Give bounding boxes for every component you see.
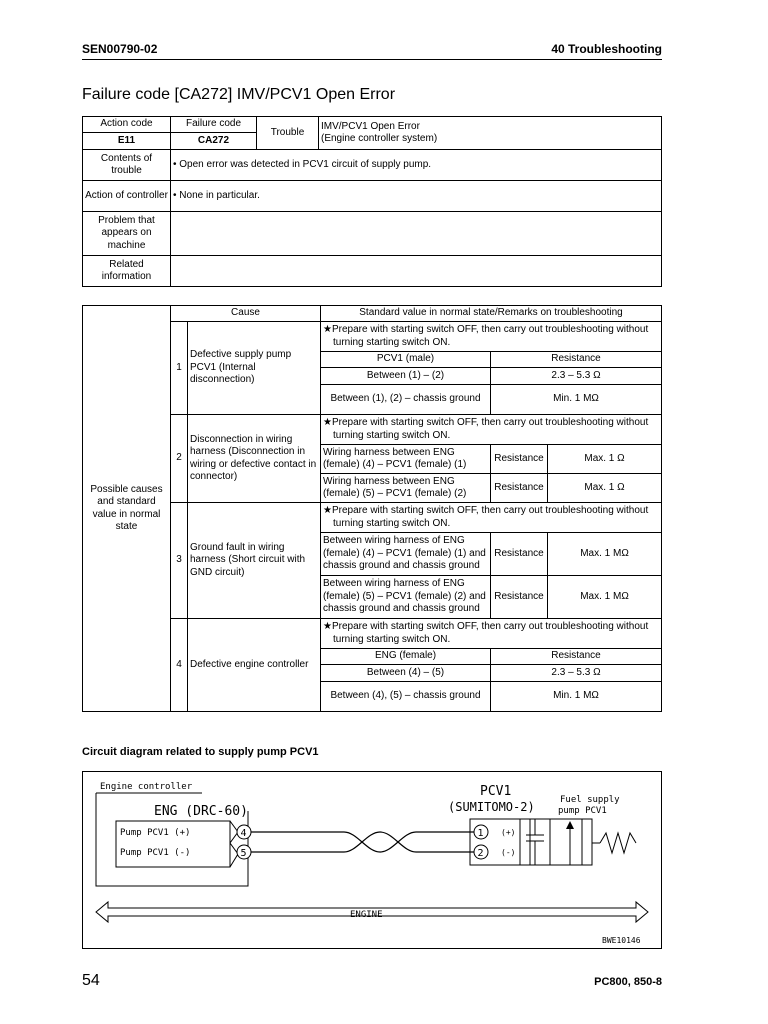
measure-value: Max. 1 Ω (548, 474, 662, 503)
prep-note: ★Prepare with starting switch OFF, then carry out troubleshooting without turning starting switch ON. (321, 415, 662, 445)
section-title: 40 Troubleshooting (551, 42, 662, 56)
measure-between: Between (1), (2) – chassis ground (321, 385, 491, 415)
trouble-description: IMV/PCV1 Open Error (Engine controller system) (319, 117, 662, 150)
measure-head-right: Resistance (491, 649, 662, 665)
measure-between: Between (4) – (5) (321, 665, 491, 682)
pcv-minus-label: (-) (501, 848, 516, 857)
measure-between: Between (4), (5) – chassis ground (321, 682, 491, 712)
page-title: Failure code [CA272] IMV/PCV1 Open Error (82, 86, 396, 103)
spring-symbol (600, 833, 636, 853)
pcv-connector-block (470, 819, 582, 865)
measure-between: Between wiring harness of ENG (female) (4) – PCV1 (female) (1) and chassis ground and chassis ground (321, 533, 491, 576)
circuit-caption: Circuit diagram related to supply pump PCV1 (82, 746, 319, 758)
pcv-pin-2-number: 2 (477, 848, 484, 859)
action-label: Action of controller (83, 181, 171, 212)
cause-description: Disconnection in wiring harness (Disconnection in wiring or defective contact in connector) (188, 415, 321, 503)
problem-label: Problem that appears on machine (83, 212, 171, 256)
pcv-plus-label: (+) (501, 828, 516, 837)
prep-note: ★Prepare with starting switch OFF, then carry out troubleshooting without turning starting switch ON. (321, 322, 662, 352)
measure-head-left: PCV1 (male) (321, 352, 491, 368)
measure-value: Min. 1 MΩ (491, 682, 662, 712)
measure-value: 2.3 – 5.3 Ω (491, 368, 662, 385)
prep-note: ★Prepare with starting switch OFF, then carry out troubleshooting without turning starting switch ON. (321, 503, 662, 533)
figure-code: BWE10146 (602, 936, 641, 945)
related-value (171, 256, 662, 287)
measure-value: Max. 1 Ω (548, 445, 662, 474)
measure-between: Wiring harness between ENG (female) (5) – PCV1 (female) (2) (321, 474, 491, 503)
problem-value (171, 212, 662, 256)
header-rule (82, 59, 662, 60)
cause-number: 3 (171, 503, 188, 619)
measure-unit: Resistance (491, 576, 548, 619)
circuit-diagram (82, 771, 662, 949)
action-code-label: Action code (83, 117, 171, 133)
page-number: 54 (82, 972, 100, 989)
pcv-label: PCV1 (480, 784, 512, 799)
pcv-pin-1-number: 1 (477, 828, 484, 839)
measure-value: Min. 1 MΩ (491, 385, 662, 415)
measure-between: Between (1) – (2) (321, 368, 491, 385)
cause-number: 1 (171, 322, 188, 415)
measure-unit: Resistance (491, 533, 548, 576)
measure-between: Between wiring harness of ENG (female) (5) – PCV1 (female) (2) and chassis ground and chassis ground (321, 576, 491, 619)
pin-5-number: 5 (240, 848, 247, 859)
trouble-label: Trouble (257, 117, 319, 150)
measure-head-left: ENG (female) (321, 649, 491, 665)
action-value: • None in particular. (171, 181, 662, 212)
measure-value: Max. 1 MΩ (548, 576, 662, 619)
pcv-connector-label: (SUMITOMO-2) (448, 800, 535, 814)
cause-description: Ground fault in wiring harness (Short circuit with GND circuit) (188, 503, 321, 619)
contents-value: • Open error was detected in PCV1 circuit of supply pump. (171, 150, 662, 181)
standard-col-header: Standard value in normal state/Remarks on troubleshooting (321, 306, 662, 322)
pin-4-number: 4 (240, 828, 247, 839)
eng-connector-label: ENG (DRC-60) (154, 804, 248, 819)
fuel-pump-label-line2: pump PCV1 (558, 806, 607, 816)
measure-unit: Resistance (491, 474, 548, 503)
doc-code: SEN00790-02 (82, 42, 158, 56)
prep-note: ★Prepare with starting switch OFF, then carry out troubleshooting without turning starting switch ON. (321, 619, 662, 649)
pin-plus-label: Pump PCV1 (+) (120, 828, 191, 838)
cause-description: Defective engine controller (188, 619, 321, 712)
causes-side-label: Possible causes and standard value in normal state (83, 306, 171, 712)
engine-label: ENGINE (350, 910, 383, 920)
cause-number: 2 (171, 415, 188, 503)
failure-code-value: CA272 (171, 133, 257, 150)
cause-description: Defective supply pump PCV1 (Internal disconnection) (188, 322, 321, 415)
fuel-pump-label-line1: Fuel supply (560, 795, 620, 805)
causes-table (82, 305, 662, 712)
measure-unit: Resistance (491, 445, 548, 474)
measure-between: Wiring harness between ENG (female) (4) – PCV1 (female) (1) (321, 445, 491, 474)
cause-col-header: Cause (171, 306, 321, 322)
related-label: Related information (83, 256, 171, 287)
measure-value: Max. 1 MΩ (548, 533, 662, 576)
cause-number: 4 (171, 619, 188, 712)
measure-head-right: Resistance (491, 352, 662, 368)
failure-summary-table (82, 116, 662, 287)
measure-value: 2.3 – 5.3 Ω (491, 665, 662, 682)
failure-code-label: Failure code (171, 117, 257, 133)
contents-label: Contents of trouble (83, 150, 171, 181)
model-number: PC800, 850-8 (594, 976, 662, 988)
wire-2 (251, 832, 474, 852)
controller-label: Engine controller (100, 782, 193, 792)
action-code-value: E11 (83, 133, 171, 150)
pin-minus-label: Pump PCV1 (-) (120, 848, 191, 858)
